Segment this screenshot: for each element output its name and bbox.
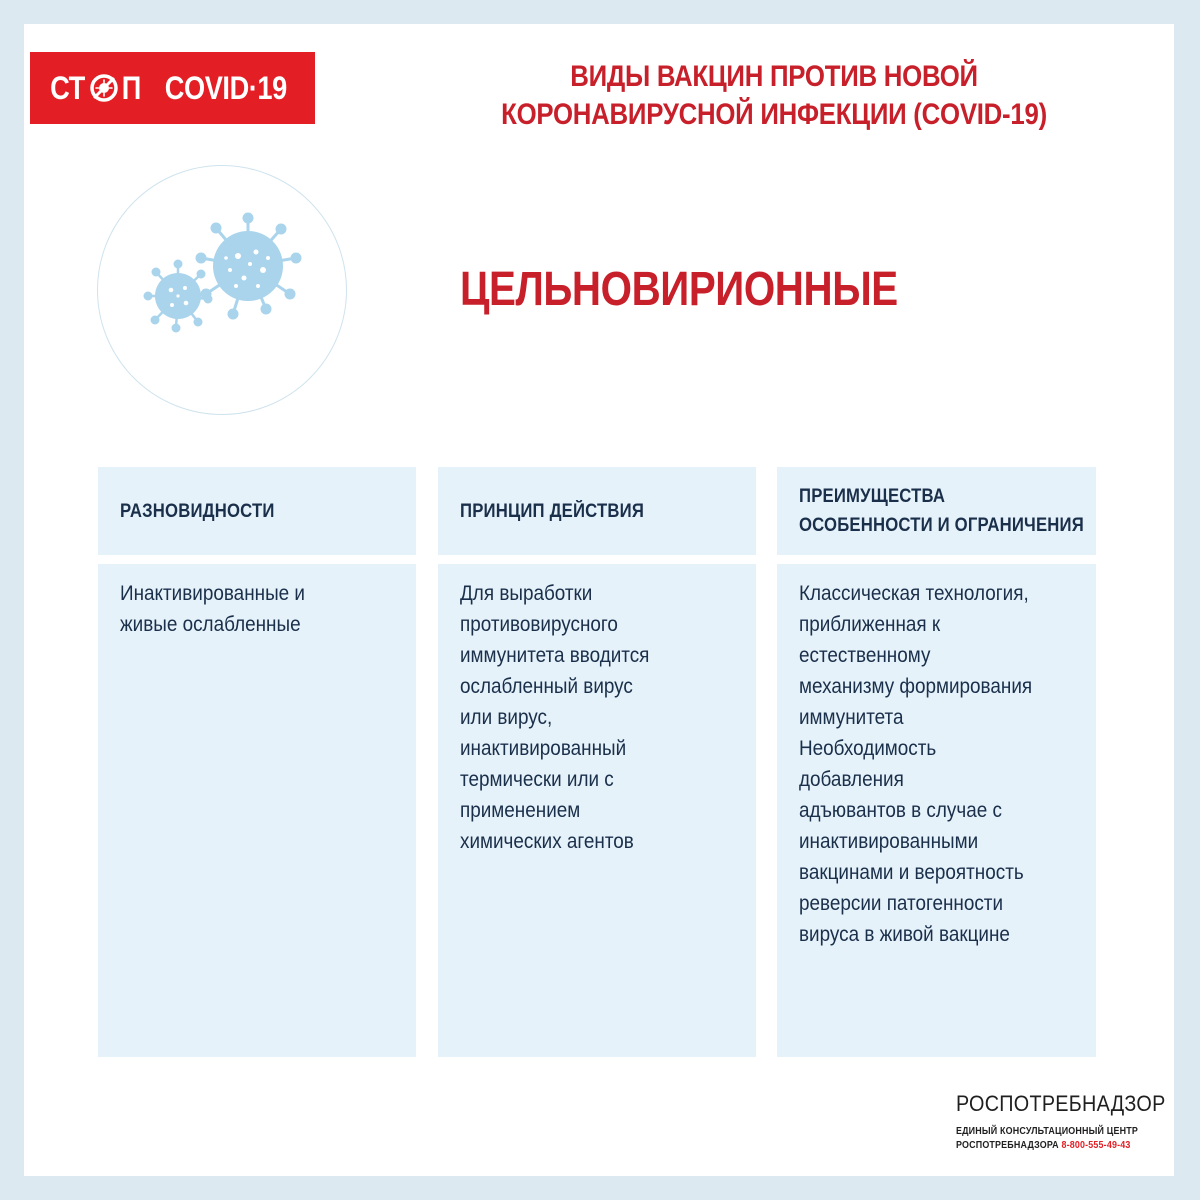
poster-card xyxy=(24,24,1174,1176)
table-cell-line: Инактивированные и xyxy=(120,582,305,605)
stop-covid-logo xyxy=(30,52,315,124)
table-cell-line: инактивированный xyxy=(460,737,627,760)
table-cell-principle xyxy=(438,564,756,1057)
table-cell-line: иммунитета xyxy=(799,706,904,729)
table-header-line: ПРЕИМУЩЕСТВА xyxy=(799,486,946,507)
table-header-line: РАЗНОВИДНОСТИ xyxy=(120,500,275,522)
table-cell-line: Необходимость xyxy=(799,737,937,760)
table-cell-line: естественному xyxy=(799,644,931,667)
table-cell-line: инактивированными xyxy=(799,830,979,853)
table-header-varieties xyxy=(98,467,416,555)
poster-title-line2: КОРОНАВИРУСНОЙ ИНФЕКЦИИ (COVID-19) xyxy=(501,98,1047,131)
footer-credits xyxy=(956,1092,1189,1152)
table-header-principle xyxy=(438,467,756,555)
table-cell-line: механизму формирования xyxy=(799,675,1033,698)
logo-text-part3: COVID·19 xyxy=(165,69,288,106)
table-cell-line: вакцинами и вероятность xyxy=(799,861,1024,884)
consult-phone-line xyxy=(956,1138,1154,1152)
table-header-line: ОСОБЕННОСТИ И ОГРАНИЧЕНИЯ xyxy=(799,515,1084,536)
virus-illustration-circle xyxy=(97,165,347,415)
table-cell-line: термически или с xyxy=(460,768,614,791)
poster-title-line1: ВИДЫ ВАКЦИН ПРОТИВ НОВОЙ xyxy=(570,60,978,93)
org-name: РОСПОТРЕБНАДЗОР xyxy=(956,1091,1166,1116)
logo-text-part2: П xyxy=(121,69,141,106)
table-cell-line: противовирусного xyxy=(460,613,618,636)
consult-center-line: ЕДИНЫЙ КОНСУЛЬТАЦИОННЫЙ ЦЕНТР xyxy=(956,1125,1138,1137)
vaccine-type-heading: ЦЕЛЬНОВИРИОННЫЕ xyxy=(460,263,898,316)
table-cell-varieties xyxy=(98,564,416,1057)
consult-org-text: РОСПОТРЕБНАДЗОРА xyxy=(956,1139,1062,1151)
table-cell-line: или вирус, xyxy=(460,706,553,729)
table-cell-line: Для выработки xyxy=(460,582,593,605)
table-header-advantages xyxy=(777,467,1096,555)
table-cell-line: приближенная к xyxy=(799,613,941,636)
table-cell-line: добавления xyxy=(799,768,904,791)
table-header-line: ПРИНЦИП ДЕЙСТВИЯ xyxy=(460,500,645,522)
table-cell-line: химических агентов xyxy=(460,830,634,853)
poster-title xyxy=(454,58,1094,134)
table-cell-line: иммунитета вводится xyxy=(460,644,650,667)
table-cell-line: адъювантов в случае с xyxy=(799,799,1002,822)
logo-text-part1: СТ xyxy=(50,69,85,106)
table-cell-line: Классическая технология, xyxy=(799,582,1029,605)
hotline-phone: 8-800-555-49-43 xyxy=(1061,1139,1131,1151)
coronavirus-icon xyxy=(98,166,348,416)
table-cell-advantages xyxy=(777,564,1096,1057)
crossed-virus-icon xyxy=(89,73,119,103)
table-cell-line: применением xyxy=(460,799,581,822)
table-cell-line: реверсии патогенности xyxy=(799,892,1004,915)
table-cell-line: ослабленный вирус xyxy=(460,675,633,698)
table-cell-line: вируса в живой вакцине xyxy=(799,923,1010,946)
table-cell-line: живые ослабленные xyxy=(120,613,301,636)
